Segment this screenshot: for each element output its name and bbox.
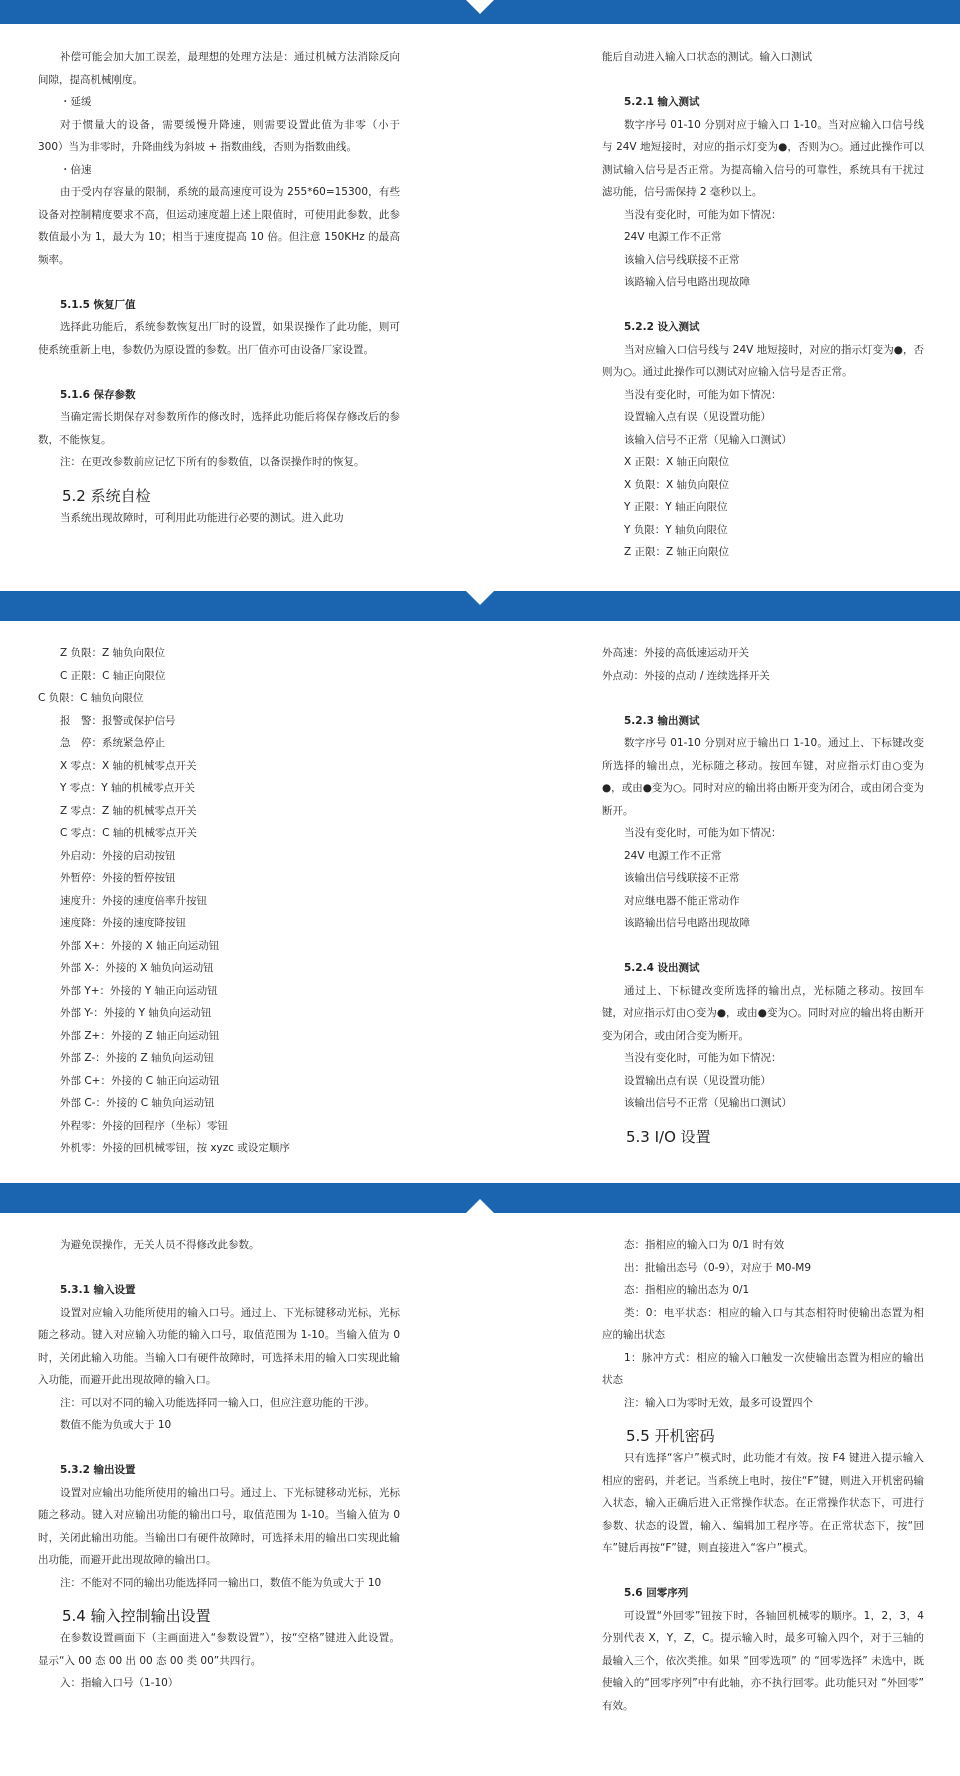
text-line: 该路输入信号电路出现故障 xyxy=(624,276,750,288)
text-line: 该输入信号线联接不正常 xyxy=(624,253,740,266)
paragraph: 补偿可能会加大加工误差，最理想的处理方法是：通过机械方法消除反向间隙，提高机械刚度。 xyxy=(38,51,400,86)
text-line: 外机零：外接的回机械零钮，按 xyzc 或设定顺序 xyxy=(60,1142,290,1154)
spacer xyxy=(602,1414,924,1425)
text-line: Z 正限：Z 轴正向限位 xyxy=(624,546,730,558)
text-line: C 零点：C 轴的机械零点开关 xyxy=(60,827,197,839)
section-heading: 5.2 系统自检 xyxy=(62,486,151,505)
paragraph: 可设置“外回零”钮按下时，各轴回机械零的顺序。1，2，3，4 分别代表 X，Y，Z，C。提示输入时，最多可输入四个，对于三轴的最输入三个，依次类推。如果 “回零选项” 的 “回零选择” 未选中，既使输入的“回零序列”中有此轴，亦不执行回零。此功能只对 “外回零” 有效。 xyxy=(602,1609,924,1712)
text-line: 外点动：外接的点动 / 连续选择开关 xyxy=(602,669,770,682)
page-3-right-column xyxy=(602,1234,924,1717)
text-line: X 负限：X 轴负向限位 xyxy=(624,478,730,491)
text-line: 当没有变化时，可能为如下情况： xyxy=(624,208,782,221)
text-line: 设置输入点有误（见设置功能） xyxy=(624,411,771,423)
subsection-heading: 5.1.6 保存参数 xyxy=(60,388,136,401)
spacer xyxy=(38,474,400,485)
text-line: 为避免误操作，无关人员不得修改此参数。 xyxy=(60,1239,260,1251)
text-line: 报 警：报警或保护信号 xyxy=(60,714,176,727)
paragraph: 1：脉冲方式：相应的输入口触发一次使输出态置为相应的输出状态 xyxy=(602,1351,924,1386)
paragraph: 数字序号 01-10 分别对应于输出口 1-10。通过上、下标键改变所选择的输出点，光标随之移动。按回车键，对应指示灯由○变为●，或由●变为○。同时对应的输出将由断开变为闭合，或由闭合变为断开。 xyxy=(602,737,924,817)
paragraph: 数字序号 01-10 分别对应于输入口 1-10。当对应输入口信号线与 24V 地短接时，对应的指示灯变为●，否则为○。通过此操作可以测试输入信号是否正常。为提高输入信号的可靠性，系统具有干扰过滤功能，信号需保持 2 毫秒以上。 xyxy=(602,118,924,198)
paragraph: 对于惯量大的设备，需要缓慢升降速，则需要设置此值为非零（小于 300）当为非零时，升降曲线为斜坡 + 指数曲线，否则为指数曲线。 xyxy=(38,118,400,153)
text-line: 该输出信号不正常（见输出口测试） xyxy=(624,1097,792,1109)
text-line: 入：指输入口号（1-10） xyxy=(60,1677,179,1689)
section-heading: 5.5 开机密码 xyxy=(626,1427,715,1445)
paragraph: 注：可以对不同的输入功能选择同一输入口，但应注意功能的干涉。 xyxy=(60,1396,375,1409)
paragraph: 当系统出现故障时，可利用此功能进行必要的测试。进入此功 xyxy=(60,511,344,524)
text-line: 外启动：外接的启动按钮 xyxy=(60,849,176,862)
text-line: 能后自动进入输入口状态的测试。输入口测试 xyxy=(602,51,812,63)
text-line: 当没有变化时，可能为如下情况： xyxy=(624,827,782,839)
top-banner xyxy=(0,0,960,24)
divider-banner-1 xyxy=(0,591,960,621)
spacer xyxy=(602,1560,924,1583)
text-line: 外部 C-：外接的 C 轴负向运动钮 xyxy=(60,1097,215,1109)
text-line: 外部 X-：外接的 X 轴负向运动钮 xyxy=(60,962,214,974)
spacer xyxy=(602,69,924,92)
text-line: 注：输入口为零时无效，最多可设置四个 xyxy=(624,1396,813,1409)
page-2-left-column xyxy=(38,642,400,1160)
paragraph: 当确定需长期保存对参数所作的修改时，选择此功能后将保存修改后的参数，不能恢复。 xyxy=(38,411,400,446)
subsection-heading: 5.2.3 输出测试 xyxy=(624,714,700,727)
text-line: 该输出信号线联接不正常 xyxy=(624,872,740,884)
subsection-heading: 5.3.2 输出设置 xyxy=(60,1464,136,1476)
text-line: 设置输出点有误（见设置功能） xyxy=(624,1074,771,1087)
text-line: 当没有变化时，可能为如下情况： xyxy=(624,388,782,401)
text-line: 态：指相应的输出态为 0/1 xyxy=(624,1284,750,1296)
banner-notch xyxy=(466,1199,494,1213)
text-line: 数值不能为负或大于 10 xyxy=(60,1419,172,1431)
text-line: 速度升：外接的速度倍率升按钮 xyxy=(60,894,207,907)
text-line: 外部 Z-：外接的 Z 轴负向运动钮 xyxy=(60,1052,215,1064)
spacer xyxy=(38,1594,400,1605)
spacer xyxy=(602,1115,924,1126)
paragraph: 注：在更改参数前应记忆下所有的参数值，以备误操作时的恢复。 xyxy=(60,456,365,468)
bullet-heading: ・倍速 xyxy=(60,163,92,176)
paragraph: 在参数设置画面下（主画面进入“参数设置”），按“空格”键进入此设置。显示“入 00 态 00 出 00 态 00 类 00”共四行。 xyxy=(38,1632,400,1667)
text-line: C 正限：C 轴正向限位 xyxy=(60,669,166,682)
paragraph: 选择此功能后，系统参数恢复出厂时的设置，如果误操作了此功能，则可使系统重新上电，参数仍为原设置的参数。出厂值亦可由设备厂家设置。 xyxy=(38,321,400,356)
paragraph: 通过上、下标键改变所选择的输出点，光标随之移动。按回车键，对应指示灯由○变为●，或由●变为○。同时对应的输出将由断开变为闭合，或由闭合变为断开。 xyxy=(602,984,924,1042)
spacer xyxy=(602,294,924,317)
page-1-left-column xyxy=(38,46,400,529)
banner-notch xyxy=(466,0,494,14)
subsection-heading: 5.2.1 输入测试 xyxy=(624,96,700,108)
text-line: Y 负限：Y 轴负向限位 xyxy=(624,523,728,536)
banner-notch xyxy=(466,591,494,605)
text-line: C 负限：C 轴负向限位 xyxy=(38,692,144,704)
text-line: 外高速：外接的高低速运动开关 xyxy=(602,647,749,659)
subsection-heading: 5.2.4 设出测试 xyxy=(624,962,700,974)
text-line: Z 负限：Z 轴负向限位 xyxy=(60,647,166,659)
divider-banner-2 xyxy=(0,1183,960,1213)
text-line: 外暂停：外接的暂停按钮 xyxy=(60,872,176,884)
section-heading: 5.4 输入控制输出设置 xyxy=(62,1607,211,1625)
text-line: Y 正限：Y 轴正向限位 xyxy=(624,501,728,513)
text-line: 外部 C+：外接的 C 轴正向运动钮 xyxy=(60,1074,220,1087)
subsection-heading: 5.3.1 输入设置 xyxy=(60,1284,136,1296)
spacer xyxy=(38,361,400,384)
text-line: 该路输出信号电路出现故障 xyxy=(624,917,750,929)
text-line: 该输入信号不正常（见输入口测试） xyxy=(624,433,792,446)
spacer xyxy=(602,687,924,710)
paragraph: 设置对应输出功能所使用的输出口号。通过上、下光标键移动光标，光标随之移动。键入对应输出功能的输出口号，取值范围为 1-10。当输入值为 0 时，关闭此输出功能。当输出口有硬件故障时，可选择未用的输出口实现此输出功能，而避开此出现故障的输出口。 xyxy=(38,1486,400,1566)
text-line: Z 零点：Z 轴的机械零点开关 xyxy=(60,804,197,817)
text-line: Y 零点：Y 轴的机械零点开关 xyxy=(60,782,196,794)
paragraph: 由于受内存容量的限制，系统的最高速度可设为 255*60=15300，有些设备对控制精度要求不高，但运动速度超上述上限值时，可使用此参数，此参数值最小为 1，最大为 10；相当于速度提高 10 倍。但注意 150KHz 的最高频率。 xyxy=(38,186,400,266)
page-2-right-column xyxy=(602,642,924,1148)
spacer xyxy=(38,271,400,294)
text-line: 24V 电源工作不正常 xyxy=(624,231,722,243)
paragraph: 设置对应输入功能所使用的输入口号。通过上、下光标键移动光标，光标随之移动。键入对应输入功能的输入口号，取值范围为 1-10。当输入值为 0 时，关闭此输入功能。当输入口有硬件故障时，可选择未用的输入口实现此输入功能，而避开此出现故障的输入口。 xyxy=(38,1306,400,1386)
text-line: 态：指相应的输入口为 0/1 时有效 xyxy=(624,1239,785,1251)
subsection-heading: 5.1.5 恢复厂值 xyxy=(60,298,136,311)
spacer xyxy=(602,935,924,958)
subsection-heading: 5.2.2 设入测试 xyxy=(624,321,700,333)
spacer xyxy=(38,1437,400,1460)
text-line: X 零点：X 轴的机械零点开关 xyxy=(60,759,197,772)
text-line: 急 停：系统紧急停止 xyxy=(60,737,165,749)
text-line: 24V 电源工作不正常 xyxy=(624,849,722,862)
subsection-heading: 5.6 回零序列 xyxy=(624,1587,689,1599)
text-line: 出：批输出态号（0-9），对应于 M0-M9 xyxy=(624,1261,812,1274)
text-line: 当没有变化时，可能为如下情况： xyxy=(624,1052,782,1064)
paragraph: 只有选择“客户”模式时，此功能才有效。按 F4 键进入提示输入相应的密码，并老记。当系统上电时，按住“F”键，则进入开机密码输入状态，输入正确后进入正常操作状态。在正常操作状态下，可进行参数、状态的设置，输入、编辑加工程序等。在正常状态下，按“回车”键后再按“F”键，则直接进入“客户”模式。 xyxy=(602,1452,924,1554)
text-line: 外程零：外接的回程序（坐标）零钮 xyxy=(60,1119,228,1132)
text-line: 对应继电器不能正常动作 xyxy=(624,894,740,907)
paragraph: 注：不能对不同的输出功能选择同一输出口，数值不能为负或大于 10 xyxy=(60,1576,382,1589)
text-line: 速度降：外接的速度降按钮 xyxy=(60,917,186,929)
text-line: 外部 Z+：外接的 Z 轴正向运动钮 xyxy=(60,1029,220,1042)
text-line: 外部 X+：外接的 X 轴正向运动钮 xyxy=(60,939,220,952)
paragraph: 类：0：电平状态：相应的输入口与其态相符时使输出态置为相应的输出状态 xyxy=(602,1306,924,1341)
text-line: 外部 Y-：外接的 Y 轴负向运动钮 xyxy=(60,1007,212,1019)
paragraph: 当对应输入口信号线与 24V 地短接时，对应的指示灯变为●，否则为○。通过此操作可以测试对应输入信号是否正常。 xyxy=(602,343,924,378)
text-line: X 正限：X 轴正向限位 xyxy=(624,456,730,468)
bullet-heading: ・延缓 xyxy=(60,96,92,108)
text-line: 外部 Y+：外接的 Y 轴正向运动钮 xyxy=(60,984,218,997)
section-heading: 5.3 I/O 设置 xyxy=(626,1127,711,1146)
page-3-left-column xyxy=(38,1234,400,1695)
spacer xyxy=(38,1257,400,1280)
page-1-right-column xyxy=(602,46,924,564)
